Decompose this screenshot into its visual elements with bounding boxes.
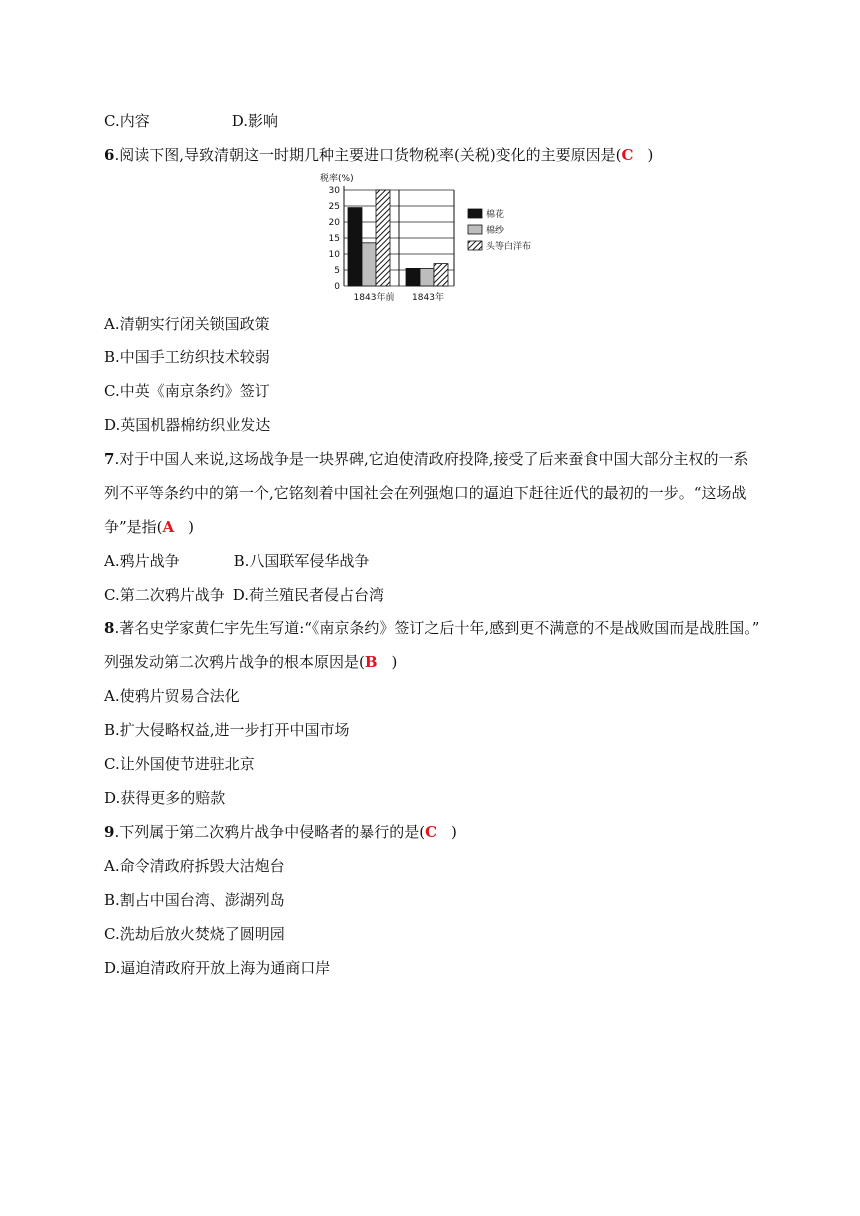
q7-options-row2 xyxy=(104,585,384,605)
q6-option-c: C.中英《南京条约》签订 xyxy=(104,382,270,400)
q6-option-d: D.英国机器棉纺织业发达 xyxy=(104,416,271,434)
legend-label: 棉花 xyxy=(486,210,505,220)
q7-option-c: C.第二次鸦片战争 xyxy=(104,586,225,604)
bar xyxy=(348,208,362,286)
y-tick-label: 10 xyxy=(328,250,340,260)
q9-option-d: D.逼迫清政府开放上海为通商口岸 xyxy=(104,959,331,977)
question-number: 6 xyxy=(104,146,115,164)
y-tick-label: 30 xyxy=(328,186,340,196)
q5-options-row xyxy=(104,111,278,131)
q8-option-d: D.获得更多的赔款 xyxy=(104,789,226,807)
answer-mark: A xyxy=(162,518,175,536)
q9-option-b: B.割占中国台湾、澎湖列岛 xyxy=(104,891,285,909)
x-tick-label: 1843年 xyxy=(412,293,444,303)
question-7-stem-line1: 7.对于中国人来说,这场战争是一块界碑,它迫使清政府投降,接受了后来蚕食中国大部分主权的一系 xyxy=(104,450,749,468)
q9-option-a: A.命令清政府拆毁大沽炮台 xyxy=(104,857,285,875)
y-tick-label: 15 xyxy=(328,234,340,244)
answer-mark: C xyxy=(425,823,438,841)
legend-label: 头等白洋布 xyxy=(486,242,532,252)
bar xyxy=(406,268,420,286)
q5-option-c: C.内容 xyxy=(104,112,150,130)
q7-options-row1 xyxy=(104,551,369,571)
q6-option-b: B.中国手工纺织技术较弱 xyxy=(104,348,270,366)
legend-swatch xyxy=(468,241,482,250)
bar xyxy=(362,243,376,286)
legend-swatch xyxy=(468,225,482,234)
y-tick-label: 25 xyxy=(328,202,340,212)
answer-mark: C xyxy=(621,146,634,164)
question-number: 9 xyxy=(104,823,115,841)
q7-option-a: A.鸦片战争 xyxy=(104,552,180,570)
y-axis-label: 税率(%) xyxy=(320,174,354,184)
y-tick-label: 5 xyxy=(334,266,340,276)
q7-option-b: B.八国联军侵华战争 xyxy=(233,552,370,570)
question-7-stem-line2: 列不平等条约中的第一个,它铭刻着中国社会在列强炮口的逼迫下赶往近代的最初的一步。“这场战 xyxy=(104,484,747,502)
q8-option-a: A.使鸦片贸易合法化 xyxy=(104,687,240,705)
bar xyxy=(434,264,448,286)
bar xyxy=(376,190,390,286)
q6-option-a: A.清朝实行闭关锁国政策 xyxy=(104,315,270,333)
legend-label: 棉纱 xyxy=(486,226,505,236)
legend-swatch xyxy=(468,209,482,218)
question-8-stem-line1: 8.著名史学家黄仁宇先生写道:“《南京条约》签订之后十年,感到更不满意的不是战败国而是战胜国。” xyxy=(104,619,760,637)
x-tick-label: 1843年前 xyxy=(353,293,395,303)
question-number: 7 xyxy=(104,450,115,468)
q5-option-d: D.影响 xyxy=(231,112,278,130)
chart-svg xyxy=(318,172,544,306)
answer-mark: B xyxy=(364,653,378,671)
tariff-bar-chart xyxy=(318,172,544,306)
bar xyxy=(420,268,434,286)
y-tick-label: 20 xyxy=(328,218,340,228)
question-number: 8 xyxy=(104,619,115,637)
question-6-stem: 6.阅读下图,导致清朝这一时期几种主要进口货物税率(关税)变化的主要原因是(C ) xyxy=(104,146,654,164)
q8-option-b: B.扩大侵略权益,进一步打开中国市场 xyxy=(104,721,350,739)
y-tick-label: 0 xyxy=(334,282,340,292)
q7-option-d: D.荷兰殖民者侵占台湾 xyxy=(232,586,384,604)
q9-option-c: C.洗劫后放火焚烧了圆明园 xyxy=(104,925,285,943)
q8-option-c: C.让外国使节进驻北京 xyxy=(104,755,255,773)
question-8-stem-line2: 列强发动第二次鸦片战争的根本原因是(B ) xyxy=(104,653,398,671)
question-9-stem: 9.下列属于第二次鸦片战争中侵略者的暴行的是(C ) xyxy=(104,823,457,841)
question-7-stem-line3: 争”是指(A ) xyxy=(104,518,195,536)
